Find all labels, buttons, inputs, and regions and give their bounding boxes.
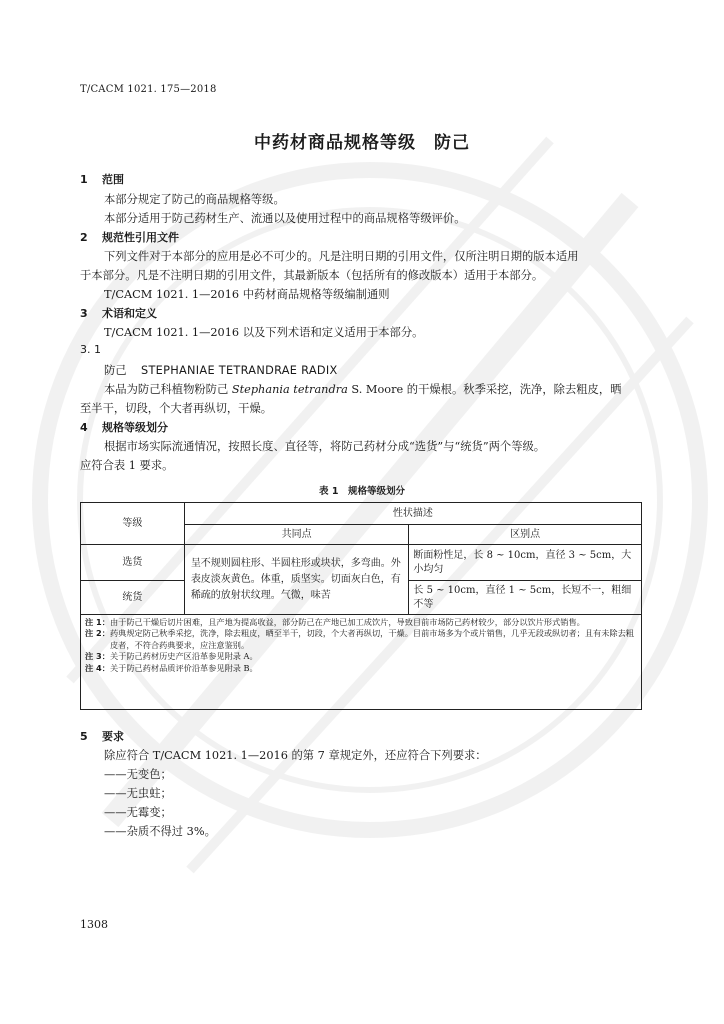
- term-latin: STEPHANIAE TETRANDRAE RADIX: [140, 364, 338, 377]
- section-number: 3: [80, 307, 88, 320]
- section-4-heading: [80, 419, 168, 435]
- table-note: [85, 628, 637, 651]
- requirement-item: ——杂质不得过 3%。: [104, 825, 216, 838]
- subsection-number: 3. 1: [80, 343, 101, 356]
- document-title: 中药材商品规格等级 防己: [254, 133, 470, 153]
- standard-code: T/CACM 1021. 175—2018: [80, 84, 217, 95]
- note-label: 注 4：: [85, 662, 110, 673]
- header-traits: 性状描述: [184, 503, 641, 525]
- grade-cell: 统货: [81, 581, 185, 615]
- header-common: 共同点: [184, 525, 409, 545]
- note-text: 药典规定防己秋季采挖，洗净，除去粗皮，晒至半干，切段，个大者再纵切，干燥。目前市场多为个或片销售，几乎无段或纵切者；且有未除去粗皮者，不符合药典要求，应注意鉴别。: [109, 628, 634, 650]
- section-title: 范围: [102, 173, 124, 186]
- table-note: [85, 651, 637, 662]
- diff-cell: 长 5 ~ 10cm，直径 1 ~ 5cm，长短不一，粗细不等: [409, 581, 642, 615]
- paragraph: 本部分适用于防己药材生产、流通以及使用过程中的商品规格等级评价。: [104, 212, 466, 225]
- table-note: [85, 617, 637, 628]
- paragraph: 于本部分。凡是不注明日期的引用文件，其最新版本（包括所有的修改版本）适用于本部分。: [80, 269, 544, 282]
- section-3-heading: [80, 305, 157, 321]
- grade-cell: 选货: [81, 545, 185, 581]
- paragraph: 本部分规定了防己的商品规格等级。: [104, 193, 285, 206]
- term-heading: [104, 362, 338, 378]
- requirement-item: ——无变色；: [104, 768, 172, 781]
- section-title: 规范性引用文件: [102, 231, 179, 244]
- note-label: 注 3：: [85, 651, 110, 662]
- page-number: 1308: [80, 918, 108, 931]
- note-label: 注 2：: [85, 628, 110, 639]
- paragraph: 除应符合 T/CACM 1021. 1—2016 的第 7 章规定外，还应符合下列要求：: [104, 749, 487, 762]
- section-title: 术语和定义: [102, 307, 157, 320]
- section-1-heading: [80, 171, 124, 187]
- section-5-heading: [80, 728, 124, 744]
- paragraph: 应符合表 1 要求。: [80, 459, 174, 472]
- section-number: 4: [80, 421, 88, 434]
- section-title: 规格等级划分: [102, 421, 168, 434]
- reference-item: T/CACM 1021. 1—2016 中药材商品规格等级编制通则: [104, 288, 390, 301]
- term-chinese: 防己: [104, 364, 127, 377]
- table-notes: [80, 614, 642, 710]
- section-number: 5: [80, 730, 88, 743]
- definition-text: S. Moore 的干燥根。秋季采挖，洗净，除去粗皮，晒: [347, 383, 622, 396]
- diff-cell: 断面粉性足，长 8 ~ 10cm，直径 3 ~ 5cm，大小均匀: [409, 545, 642, 581]
- section-title: 要求: [102, 730, 124, 743]
- note-text: 关于防己药材品质评价沿革参见附录 B。: [109, 662, 258, 673]
- grade-table: [80, 502, 642, 615]
- section-2-heading: [80, 229, 179, 245]
- paragraph: T/CACM 1021. 1—2016 以及下列术语和定义适用于本部分。: [104, 326, 424, 339]
- header-diff: 区别点: [409, 525, 642, 545]
- definition-text: 本品为防己科植物粉防己: [104, 383, 232, 396]
- species-name: Stephania tetrandra: [231, 383, 348, 396]
- paragraph: 根据市场实际流通情况，按照长度、直径等，将防己药材分成“选货”与“统货”两个等级。: [104, 440, 546, 453]
- table-note: [85, 663, 637, 674]
- requirement-item: ——无霉变；: [104, 806, 172, 819]
- definition-paragraph: [104, 381, 621, 397]
- section-number: 2: [80, 231, 88, 244]
- paragraph: 下列文件对于本部分的应用是必不可少的。凡是注明日期的引用文件，仅所注明日期的版本适用: [104, 250, 579, 263]
- common-traits-cell: 呈不规则圆柱形、半圆柱形或块状，多弯曲。外表皮淡灰黄色。体重，质坚实。切面灰白色，有稀疏的放射状纹理。气微，味苦: [184, 545, 409, 615]
- note-label: 注 1：: [85, 617, 110, 627]
- note-text: 由于防己干燥后切片困难，且产地为提高收益，部分防己在产地已加工成饮片，导致目前市场防己药材较少，部分以饮片形式销售。: [109, 617, 585, 627]
- requirement-item: ——无虫蛀；: [104, 787, 172, 800]
- table-caption: 表 1 规格等级划分: [319, 486, 405, 497]
- header-grade: 等级: [81, 503, 185, 545]
- paragraph: 至半干，切段，个大者再纵切，干燥。: [80, 402, 273, 415]
- section-number: 1: [80, 173, 88, 186]
- note-text: 关于防己药材历史产区沿革参见附录 A。: [109, 651, 258, 662]
